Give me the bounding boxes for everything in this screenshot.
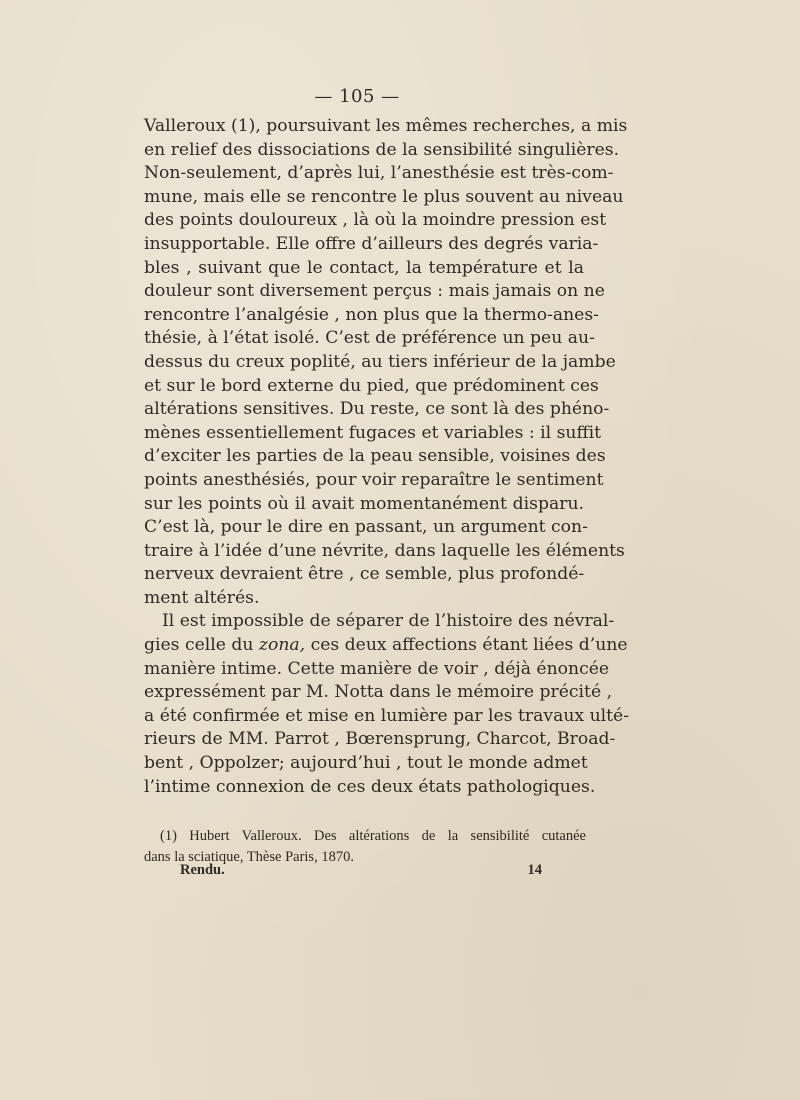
text-line: rencontre l’analgésie , non plus que la thermo-anes- xyxy=(144,304,599,325)
text-line: Valleroux (1), poursuivant les mêmes recherches, a mis xyxy=(144,116,628,136)
text-line: Il est impossible de séparer de l’histoire des névral- xyxy=(162,611,615,632)
text-line: rieurs de MM. Parrot , Bœrensprung, Charcot, Broad- xyxy=(144,729,616,750)
text-line: manière intime. Cette manière de voir , déjà énoncée xyxy=(144,658,610,679)
italic-term: zona, xyxy=(258,635,306,656)
text-line: mune, mais elle se rencontre le plus souvent au niveau xyxy=(144,186,624,207)
text-line: nerveux devraient être , ce semble, plus profondé- xyxy=(144,564,585,585)
text-line: sur les points où il avait momentanément disparu. xyxy=(144,493,584,514)
text-segment: ces deux affections étant liées d’une xyxy=(305,635,628,656)
body-text xyxy=(144,115,630,799)
text-line: d’exciter les parties de la peau sensible, voisines des xyxy=(144,446,606,467)
text-line: et sur le bord externe du pied, que prédominent ces xyxy=(144,375,599,396)
text-line xyxy=(144,634,628,658)
text-line: mènes essentiellement fugaces et variables : il suffit xyxy=(144,422,602,443)
text-line: thésie, à l’état isolé. C’est de préférence un peu au- xyxy=(144,328,595,349)
footnote-line: dans la sciatique, Thèse Paris, 1870. xyxy=(144,849,354,865)
text-line: bent , Oppolzer; aujourd’hui , tout le monde admet xyxy=(144,753,588,774)
text-line: traire à l’idée d’une névrite, dans laquelle les éléments xyxy=(144,540,625,561)
text-line: l’intime connexion de ces deux états pathologiques. xyxy=(144,776,596,797)
signature-row xyxy=(180,862,542,882)
text-line: insupportable. Elle offre d’ailleurs des degrés varia- xyxy=(144,233,599,254)
text-line: douleur sont diversement perçus : mais jamais on ne xyxy=(144,281,605,302)
text-line: altérations sensitives. Du reste, ce sont là des phéno- xyxy=(144,399,610,420)
text-segment: gies celle du xyxy=(144,635,259,656)
text-line: points anesthésiés, pour voir reparaître le sentiment xyxy=(144,469,604,490)
text-line: en relief des dissociations de la sensibilité singulières. xyxy=(144,139,620,160)
text-line: expressément par M. Notta dans le mémoire précité , xyxy=(144,682,613,703)
footnote-line: (1) Hubert Valleroux. Des altérations de la sensibilité cutanée xyxy=(160,828,586,844)
page-number: — 105 — xyxy=(314,86,400,107)
text-line: Non-seulement, d’après lui, l’anesthésie est très-com- xyxy=(144,163,614,184)
signature-mark: 14 xyxy=(527,862,542,878)
text-line: dessus du creux poplité, au tiers inférieur de la jambe xyxy=(144,351,616,372)
text-line: des points douloureux , là où la moindre pression est xyxy=(144,210,607,231)
text-line: C’est là, pour le dire en passant, un argument con- xyxy=(144,517,588,538)
text-line: bles , suivant que le contact, la température et la xyxy=(144,257,584,278)
signature-author: Rendu. xyxy=(180,862,225,878)
text-line: a été confirmée et mise en lumière par les travaux ulté- xyxy=(144,705,630,726)
text-line: ment altérés. xyxy=(144,587,260,608)
